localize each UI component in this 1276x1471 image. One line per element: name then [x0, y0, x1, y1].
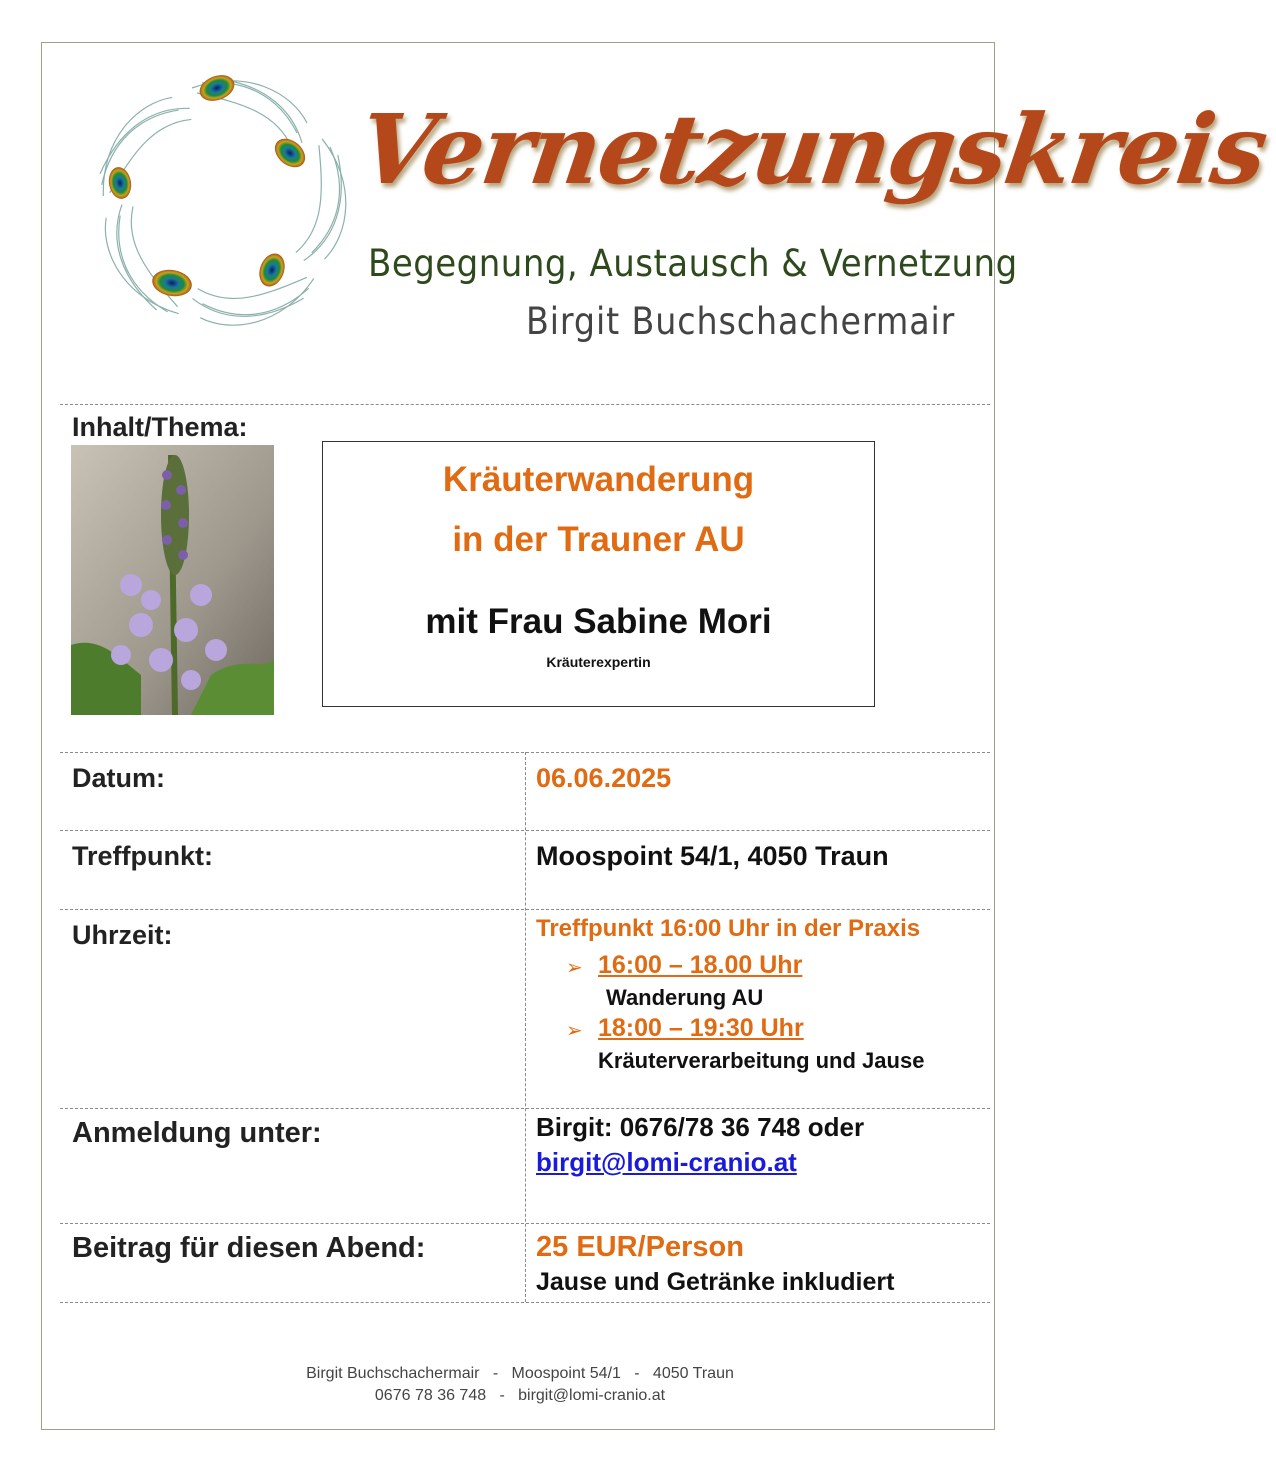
- arrow-bullet-icon: ➢: [566, 955, 583, 979]
- topic-title-line1: Kräuterwanderung: [442, 460, 755, 499]
- table-column-divider: [525, 752, 526, 1302]
- table-divider: [60, 830, 990, 831]
- table-divider: [60, 909, 990, 910]
- arrow-bullet-icon: ➢: [566, 1018, 583, 1042]
- footer-address: Birgit Buchschachermair - Moospoint 54/1 - 4050 Traun: [306, 1365, 734, 1382]
- table-divider: [60, 1302, 990, 1303]
- registration-phone: Birgit: 0676/78 36 748 oder: [536, 1112, 865, 1142]
- registration-label: Anmeldung unter:: [72, 1117, 322, 1149]
- topic-speaker: mit Frau Sabine Mori: [425, 602, 772, 641]
- fee-value: 25 EUR/Person: [536, 1231, 744, 1263]
- topic-label: Inhalt/Thema:: [72, 412, 248, 442]
- brand-owner: Birgit Buchschachermair: [526, 300, 956, 343]
- time-intro: Treffpunkt 16:00 Uhr in der Praxis: [536, 915, 921, 942]
- date-label: Datum:: [72, 763, 165, 793]
- meeting-point-label: Treffpunkt:: [72, 841, 213, 871]
- schedule-desc-1: Wanderung AU: [606, 985, 764, 1010]
- fee-label: Beitrag für diesen Abend:: [72, 1232, 426, 1264]
- time-label: Uhrzeit:: [72, 920, 173, 950]
- meeting-point-value: Moospoint 54/1, 4050 Traun: [536, 841, 889, 871]
- fee-note: Jause und Getränke inkludiert: [536, 1268, 895, 1296]
- date-value: 06.06.2025: [536, 763, 672, 793]
- registration-email-link[interactable]: birgit@lomi-cranio.at: [536, 1147, 797, 1177]
- schedule-desc-2: Kräuterverarbeitung und Jause: [598, 1048, 925, 1073]
- brand-title: Vernetzungskreis: [352, 93, 1273, 206]
- table-divider: [60, 1223, 990, 1224]
- section-divider: [60, 404, 990, 405]
- brand-subtitle: Begegnung, Austausch & Vernetzung: [368, 242, 1018, 285]
- table-divider: [60, 1108, 990, 1109]
- footer-contact: 0676 78 36 748 - birgit@lomi-cranio.at: [374, 1387, 666, 1404]
- topic-title-line2: in der Trauner AU: [452, 520, 745, 559]
- topic-speaker-role: Kräuterexpertin: [546, 654, 651, 670]
- plant-photo: [71, 445, 274, 715]
- schedule-time-2: 18:00 – 19:30 Uhr: [598, 1014, 804, 1042]
- schedule-time-1: 16:00 – 18.00 Uhr: [598, 951, 803, 979]
- peacock-feather-wreath-logo: [72, 48, 372, 358]
- topic-box: [322, 441, 875, 707]
